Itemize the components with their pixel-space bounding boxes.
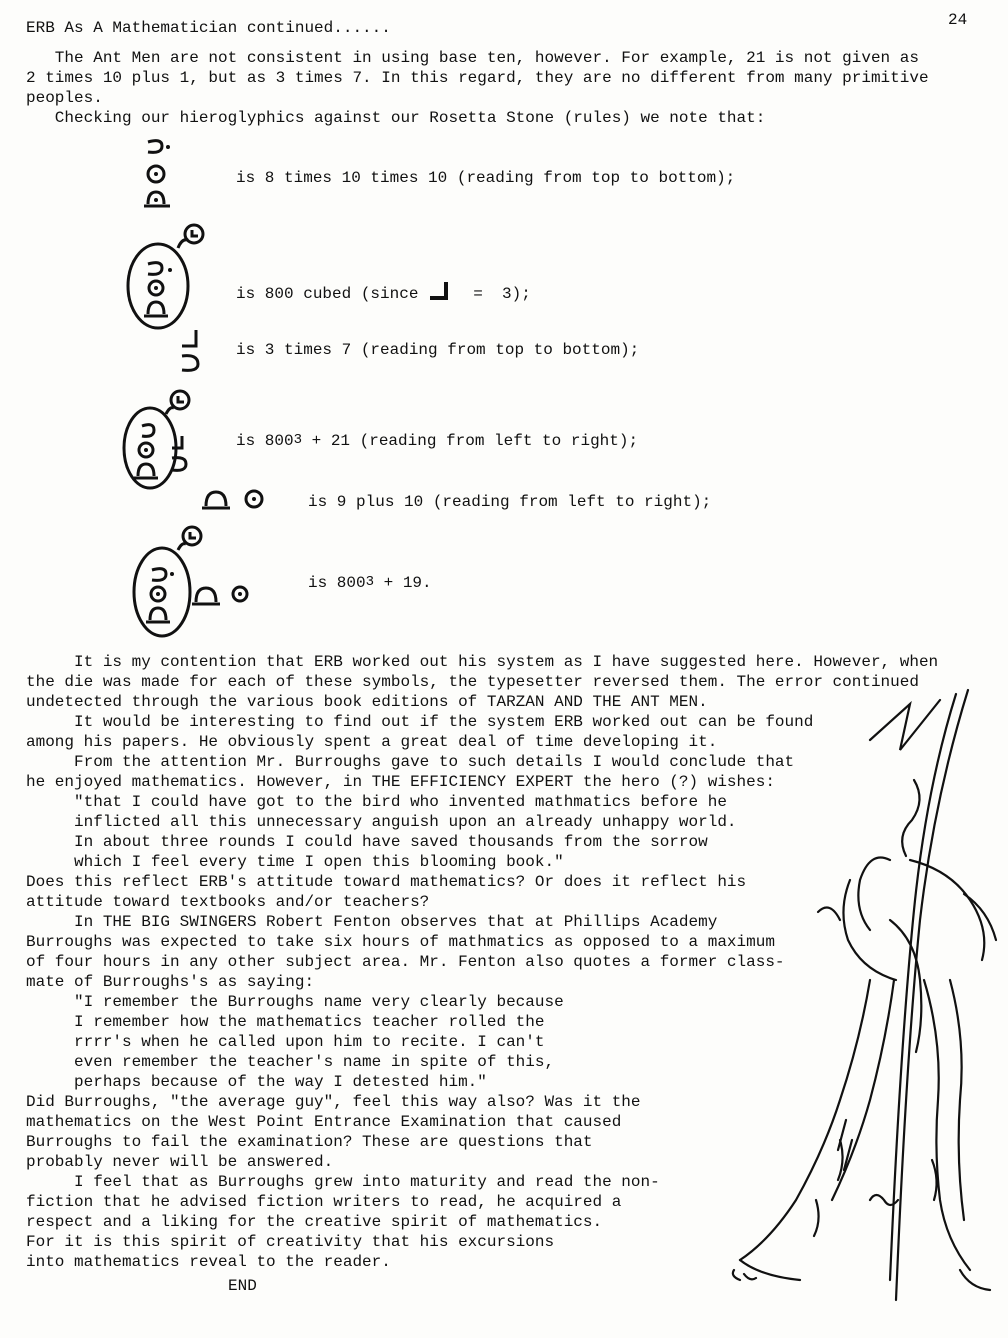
- rule-6-text-after: + 19.: [374, 574, 432, 592]
- body-line: into mathematics reveal to the reader.: [26, 1253, 391, 1271]
- hieroglyph-9-plus-10-icon: [200, 484, 270, 514]
- body-line: probably never will be answered.: [26, 1153, 334, 1171]
- body-line: I remember how the mathematics teacher rolled the: [26, 1013, 545, 1031]
- body-line: mathematics on the West Point Entrance Examination that caused: [26, 1113, 622, 1131]
- rule-6-text: [308, 572, 432, 593]
- body-line: mate of Burroughs's as saying:: [26, 973, 315, 991]
- body-line: rrrr's when he called upon him to recite. I can't: [26, 1033, 545, 1051]
- body-line: Burroughs to fail the examination? These are questions that: [26, 1133, 593, 1151]
- body-line: For it is this spirit of creativity that his excursions: [26, 1233, 555, 1251]
- body-line: "that I could have got to the bird who invented mathmatics before he: [26, 793, 727, 811]
- body-line: It would be interesting to find out if the system ERB worked out can be found: [26, 713, 814, 731]
- body-line: In THE BIG SWINGERS Robert Fenton observes that at Phillips Academy: [26, 913, 718, 931]
- rule-2-text-before: is 800 cubed (since: [236, 285, 419, 303]
- rule-1-text: is 8 times 10 times 10 (reading from top to bottom);: [236, 169, 736, 187]
- vine-climber-illustration: [720, 680, 1008, 1310]
- rule-2-text: [236, 280, 531, 304]
- body-line: fiction that he advised fiction writers to read, he acquired a: [26, 1193, 622, 1211]
- rule-4-text-before: is 800: [236, 432, 294, 450]
- rule-6-text-before: is 800: [308, 574, 366, 592]
- intro-line: The Ant Men are not consistent in using base ten, however. For example, 21 is not given as: [26, 49, 919, 67]
- article-header: ERB As A Mathematician continued......: [26, 19, 391, 37]
- body-line: even remember the teacher's name in spite of this,: [26, 1053, 555, 1071]
- rule-6-sup: 3: [365, 574, 375, 590]
- body-line: It is my contention that ERB worked out his system as I have suggested here. However, when: [26, 653, 939, 671]
- body-line: "I remember the Burroughs name very clearly because: [26, 993, 564, 1011]
- body-line: undetected through the various book editions of TARZAN AND THE ANT MEN.: [26, 693, 708, 711]
- hieroglyph-8x10x10-icon: [140, 134, 200, 214]
- body-line: attitude toward textbooks and/or teachers?: [26, 893, 430, 911]
- rule-4-text-after: + 21 (reading from left to right);: [302, 432, 639, 450]
- body-line: In about three rounds I could have saved thousands from the sorrow: [26, 833, 708, 851]
- rule-4-text: [236, 430, 638, 451]
- hieroglyph-800-cubed-plus-21-icon: [116, 386, 216, 496]
- rule-5-text: is 9 plus 10 (reading from left to right);: [308, 493, 712, 511]
- body-line: From the attention Mr. Burroughs gave to such details I would conclude that: [26, 753, 795, 771]
- body-line: inflicted all this unnecessary anguish upon an already unhappy world.: [26, 813, 737, 831]
- intro-line: Checking our hieroglyphics against our Rosetta Stone (rules) we note that:: [26, 109, 766, 127]
- hieroglyph-800-cubed-icon: [118, 220, 218, 340]
- rule-3-text: is 3 times 7 (reading from top to bottom);: [236, 341, 640, 359]
- three-symbol-icon: [428, 280, 454, 302]
- hieroglyph-3x7-icon: [176, 326, 206, 376]
- body-line: of four hours in any other subject area. Mr. Fenton also quotes a former class-: [26, 953, 785, 971]
- intro-line: peoples.: [26, 89, 103, 107]
- body-line: perhaps because of the way I detested him.": [26, 1073, 487, 1091]
- body-line: respect and a liking for the creative spirit of mathematics.: [26, 1213, 603, 1231]
- page-number: 24: [948, 11, 968, 29]
- body-line: Burroughs was expected to take six hours of mathmatics as opposed to a maximum: [26, 933, 775, 951]
- body-line: among his papers. He obviously spent a great deal of time developing it.: [26, 733, 718, 751]
- body-line: the die was made for each of these symbols, the typesetter reversed them. The error continued: [26, 673, 919, 691]
- intro-line: 2 times 10 plus 1, but as 3 times 7. In this regard, they are no different from many primitive: [26, 69, 929, 87]
- rule-2-text-after: = 3);: [473, 285, 531, 303]
- body-line: Did Burroughs, "the average guy", feel this way also? Was it the: [26, 1093, 641, 1111]
- body-line: I feel that as Burroughs grew into maturity and read the non-: [26, 1173, 660, 1191]
- body-line: Does this reflect ERB's attitude toward mathematics? Or does it reflect his: [26, 873, 747, 891]
- hieroglyph-800-cubed-plus-19-icon: [128, 522, 268, 642]
- end-marker: END: [228, 1277, 257, 1295]
- body-line: which I feel every time I open this blooming book.": [26, 853, 564, 871]
- rule-4-sup: 3: [293, 432, 303, 448]
- body-line: he enjoyed mathematics. However, in THE EFFICIENCY EXPERT the hero (?) wishes:: [26, 773, 775, 791]
